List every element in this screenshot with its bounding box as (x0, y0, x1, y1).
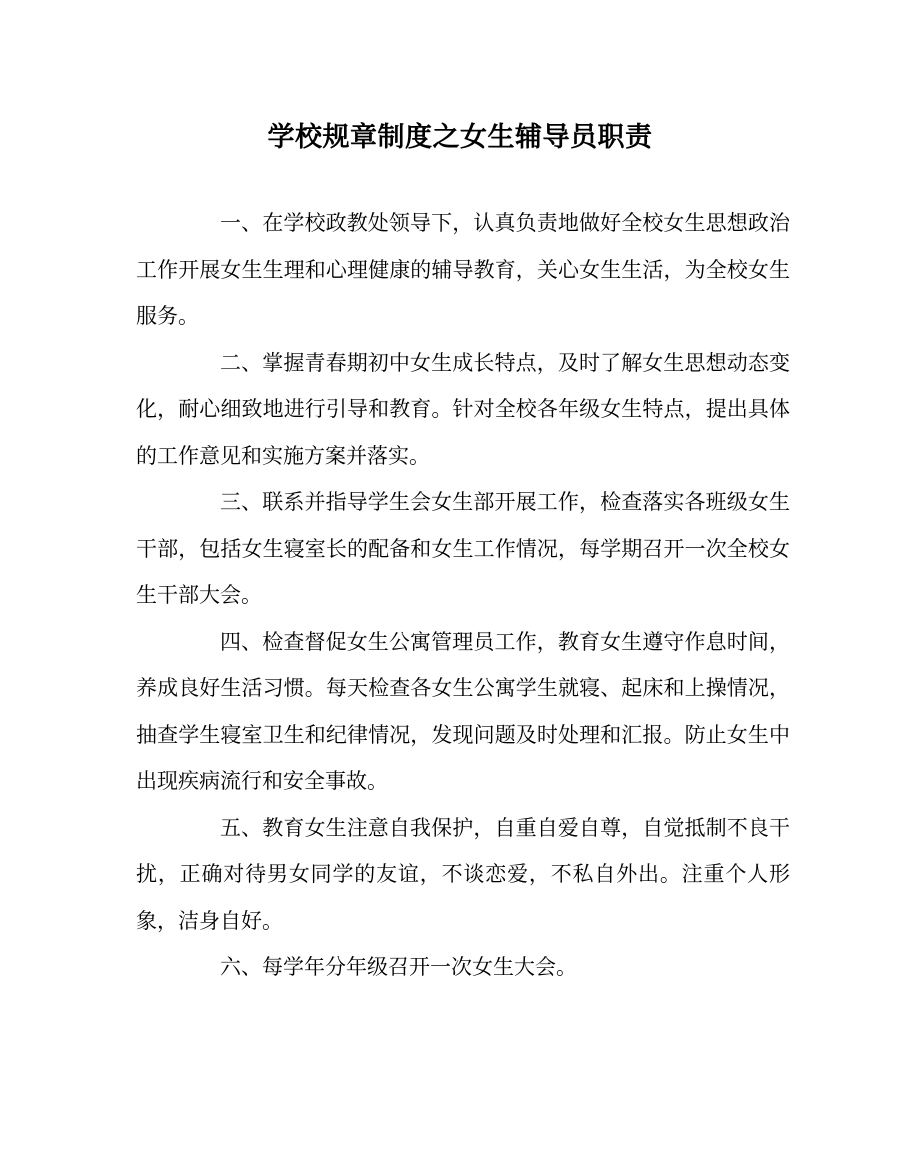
paragraph-4: 四、检查督促女生公寓管理员工作，教育女生遵守作息时间，养成良好生活习惯。每天检查各女生公寓学生就寝、起床和上操情况，抽查学生寝室卫生和纪律情况，发现问题及时处理和汇报。防止女生中出现疾病流行和安全事故。 (136, 629, 790, 793)
document-title: 学校规章制度之女生辅导员职责 (267, 122, 653, 153)
paragraph-3: 三、联系并指导学生会女生部开展工作，检查落实各班级女生干部，包括女生寝室长的配备和女生工作情况，每学期召开一次全校女生干部大会。 (136, 490, 790, 607)
document-body (136, 200, 790, 991)
paragraph-1: 一、在学校政教处领导下，认真负责地做好全校女生思想政治工作开展女生生理和心理健康的辅导教育，关心女生生活，为全校女生服务。 (136, 211, 790, 328)
paragraph-6: 六、每学年分年级召开一次女生大会。 (220, 955, 577, 979)
paragraph-5: 五、教育女生注意自我保护，自重自爱自尊，自觉抵制不良干扰，正确对待男女同学的友谊，不谈恋爱，不私自外出。注重个人形象，洁身自好。 (136, 815, 790, 933)
paragraph-2: 二、掌握青春期初中女生成长特点，及时了解女生思想动态变化，耐心细致地进行引导和教育。针对全校各年级女生特点，提出具体的工作意见和实施方案并落实。 (136, 350, 790, 468)
